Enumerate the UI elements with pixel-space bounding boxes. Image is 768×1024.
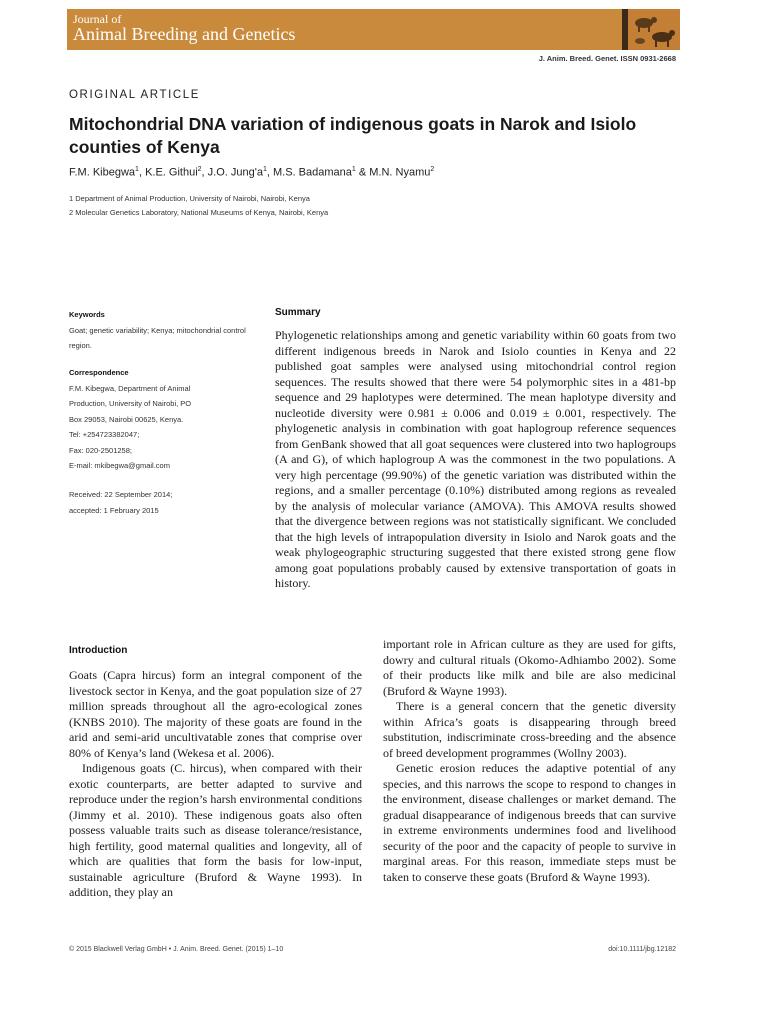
paragraph: Genetic erosion reduces the adaptive potential of any species, and this narrows the scope to respond to changes in the environment, disease challenges or market demand. The gradual disappearance of indigenous breeds that can survive in extreme environments undermines food and livelihood security of the poor and the capacity of people to survive in marginal areas. For this reason, immediate steps must be taken to conserve these goats (Bruford & Wayne 1993).	[383, 761, 676, 884]
journal-header	[67, 9, 680, 50]
correspondence-block	[69, 365, 259, 474]
footer-doi[interactable]: doi:10.1111/jbg.12182	[608, 946, 676, 953]
footer-copyright: © 2015 Blackwell Verlag GmbH • J. Anim. Breed. Genet. (2015) 1–10	[69, 946, 284, 953]
keywords-heading: Keywords	[69, 310, 105, 319]
correspondence-heading: Correspondence	[69, 368, 129, 377]
author-affiliation-mark: 1	[262, 166, 267, 173]
correspondence-line: Box 29053, Nairobi 00625, Kenya.	[69, 414, 184, 424]
introduction-column-1	[69, 668, 362, 901]
article-title: Mitochondrial DNA variation of indigenous goats in Narok and Isiolo counties of Kenya	[69, 114, 637, 157]
received-date: Received: 22 September 2014;	[69, 490, 173, 499]
author-separator: ,	[266, 166, 273, 179]
author[interactable]: M.N. Nyamu	[369, 166, 431, 179]
animals-logo-icon	[628, 9, 680, 50]
author-affiliation-mark: 1	[351, 166, 356, 173]
summary-heading: Summary	[275, 307, 321, 318]
introduction-column-2	[383, 637, 676, 885]
author-affiliation-mark: 2	[197, 166, 202, 173]
author-list	[69, 166, 434, 179]
article-type: ORIGINAL ARTICLE	[69, 89, 201, 101]
correspondence-line: Fax: 020-2501258;	[69, 445, 132, 455]
journal-logo	[628, 9, 680, 50]
correspondence-line: Tel: +254723382047;	[69, 430, 140, 439]
keywords-text: Goat; genetic variability; Kenya; mitochondrial control region.	[69, 325, 246, 350]
keywords-block	[69, 307, 259, 354]
author[interactable]: M.S. Badamana	[273, 166, 352, 179]
summary-text: Phylogenetic relationships among and genetic variability within 60 goats from two different indigenous breeds in Narok and Isiolo counties in Kenya and 22 published goat samples were analysed using mitochondrial control region sequences. The results showed that there were 54 polymorphic sites in a 481-bp sequence and 29 haplotypes were determined. The mean haplotype diversity and nucleotide diversity were 0.981 ± 0.006 and 0.019 ± 0.001, respectively. The phylogenetic analysis in combination with goat haplogroup reference sequences from GenBank showed that all goat sequences were clustered into two haplogroups (A and G), of which haplogroup A was the commonest in the two populations. A very high percentage (99.90%) of the genetic variation was distributed within the regions, and a smaller percentage (0.10%) distributed among regions as revealed by the analysis of molecular variance (AMOVA). This AMOVA results showed that the divergence between regions was not statistically significant. We concluded that the high levels of intrapopulation diversity in Isiolo and Narok goats and the weak phylogeographic structuring suggested that there existed strong gene flow among goat populations probably caused by extensive transportation of goats in history.	[275, 328, 676, 590]
paragraph: Indigenous goats (C. hircus), when compared with their exotic counterparts, are better adapted to survive and reproduce under the region’s harsh environmental conditions (Jimmy et al. 2010). These indigenous goats also often possess valuable traits such as disease tolerance/resistance, high fertility, good maternal qualities and longevity, all of which are qualities that form the basis for low-input, sustainable agriculture (Bruford & Wayne 1993). In addition, they play an	[69, 761, 362, 899]
dates-block	[69, 487, 259, 518]
paragraph: There is a general concern that the genetic diversity within Africa’s goats is disappearing through breed substitution, indiscriminate cross-breeding and the absence of breed development programmes (Wollny 2003).	[383, 699, 676, 760]
journal-name: Animal Breeding and Genetics	[73, 24, 296, 44]
correspondence-email[interactable]: E-mail: mkibegwa@gmail.com	[69, 461, 170, 470]
author-separator: ,	[201, 166, 208, 179]
introduction-heading: Introduction	[69, 645, 128, 656]
paragraph: important role in African culture as they are used for gifts, dowry and cultural rituals (Okomo-Adhiambo 2002). Some of their products like milk and bile are also medicinal (Bruford & Wayne 1993).	[383, 637, 676, 698]
journal-name-prefix: Journal of	[73, 12, 122, 26]
author-separator: ,	[138, 166, 146, 179]
author[interactable]: K.E. Githui	[145, 166, 198, 179]
author-affiliation-mark: 1	[135, 166, 139, 173]
paragraph: Goats (Capra hircus) form an integral component of the livestock sector in Kenya, and the goat population size of 27 million spreads throughout all the agro-ecological zones (KNBS 2010). The majority of these goats are found in the arid and semi-arid uncultivatable zones that comprise over 80% of Kenya’s land (Wekesa et al. 2006).	[69, 668, 362, 760]
correspondence-line: Production, University of Nairobi, PO	[69, 399, 192, 408]
affiliation-1: 1 Department of Animal Production, University of Nairobi, Nairobi, Kenya	[69, 194, 310, 203]
author-separator: &	[355, 166, 370, 179]
correspondence-line: F.M. Kibegwa, Department of Animal	[69, 383, 191, 393]
accepted-date: accepted: 1 February 2015	[69, 505, 159, 515]
affiliation-2: 2 Molecular Genetics Laboratory, National Museums of Kenya, Nairobi, Kenya	[69, 208, 329, 217]
author-affiliation-mark: 2	[430, 166, 435, 173]
issn-line: J. Anim. Breed. Genet. ISSN 0931-2668	[538, 54, 676, 63]
author[interactable]: F.M. Kibegwa	[69, 166, 136, 179]
author[interactable]: J.O. Jung'a	[207, 166, 263, 179]
